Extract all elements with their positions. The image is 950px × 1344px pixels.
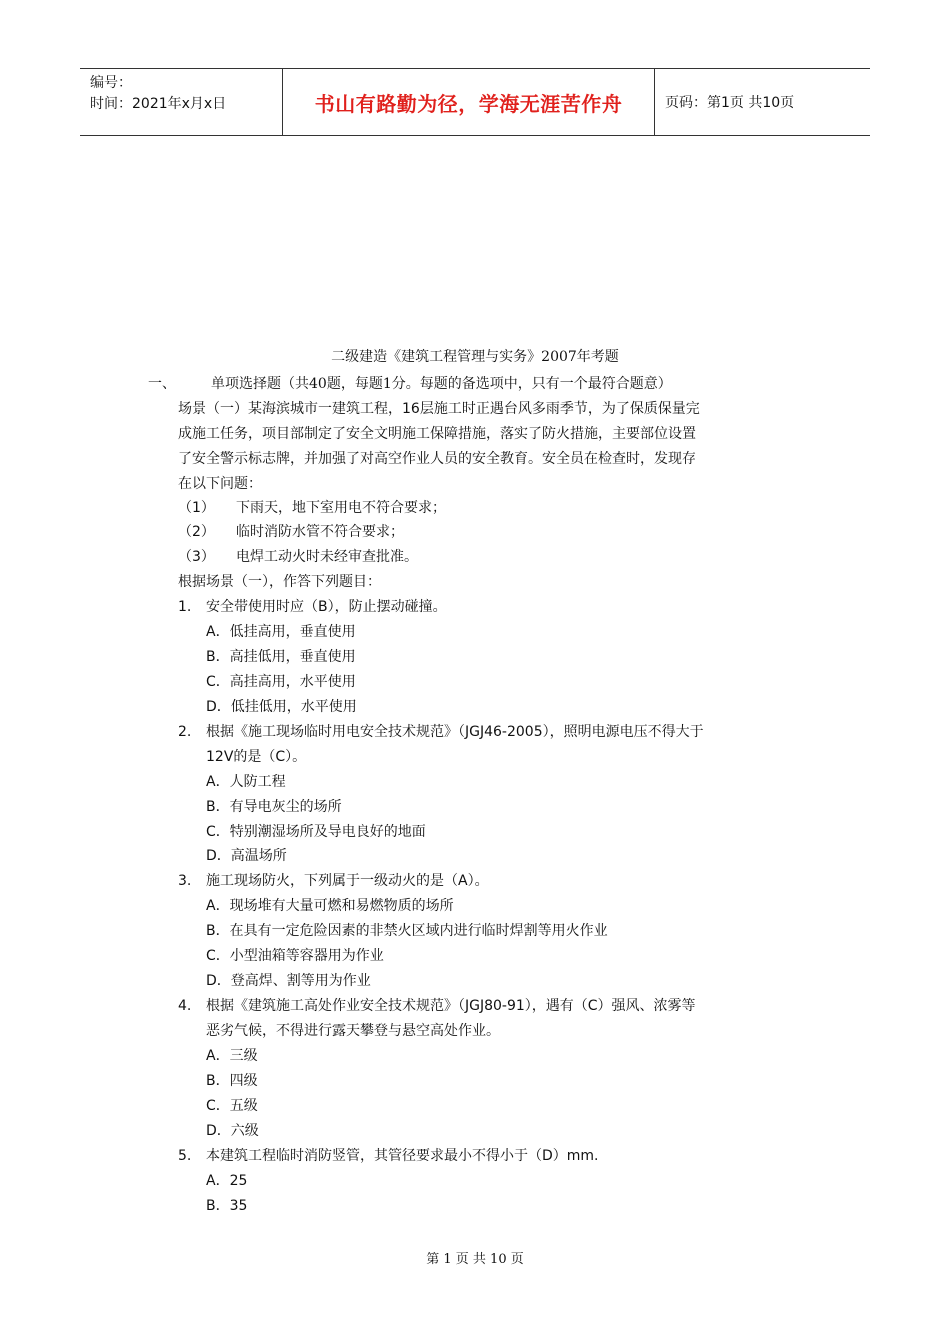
section-number: 一、 [148, 376, 176, 392]
answer-option: C．高挂高用，水平使用 [206, 674, 356, 690]
page-footer: 第 1 页 共 10 页 [426, 1252, 524, 1267]
question-text: 12V的是（C）。 [206, 749, 307, 765]
answer-option: B．四级 [206, 1073, 258, 1089]
question-number: 4. [178, 998, 192, 1014]
header-page-info: 页码：第1页 共10页 [665, 95, 795, 111]
header-meta-cell [80, 69, 282, 135]
question-text: 恶劣气候，不得进行露天攀登与悬空高处作业。 [206, 1023, 500, 1039]
question-number: 1. [178, 599, 192, 615]
scenario-text-line: 在以下问题： [178, 476, 262, 492]
question-text: 本建筑工程临时消防竖管，其管径要求最小不得小于（D）mm. [206, 1148, 599, 1164]
problem-text: 下雨天，地下室用电不符合要求； [236, 500, 446, 516]
answer-option: A．现场堆有大量可燃和易燃物质的场所 [206, 898, 454, 914]
answer-option: C．小型油箱等容器用为作业 [206, 948, 384, 964]
answer-option: C．五级 [206, 1098, 258, 1114]
scenario-text-line: 成施工任务，项目部制定了安全文明施工保障措施，落实了防火措施，主要部位设置 [178, 426, 696, 442]
problem-text: 临时消防水管不符合要求； [236, 524, 404, 540]
scenario-prompt: 根据场景（一），作答下列题目： [178, 574, 381, 590]
answer-option: D．六级 [206, 1123, 259, 1139]
question-text: 根据《建筑施工高处作业安全技术规范》（JGJ80-91），遇有（C）强风、浓雾等 [206, 998, 696, 1014]
document-header [80, 68, 870, 136]
time-label: 时间：2021年x月x日 [90, 96, 227, 112]
scenario-text-line: 了安全警示标志牌，并加强了对高空作业人员的安全教育。安全员在检查时，发现存 [178, 451, 696, 467]
header-motto: 书山有路勤为径，学海无涯苦作舟 [282, 69, 655, 135]
question-text: 根据《施工现场临时用电安全技术规范》（JGJ46-2005），照明电源电压不得大于 [206, 724, 704, 740]
question-number: 2. [178, 724, 192, 740]
answer-option: B．35 [206, 1198, 248, 1214]
answer-option: A．三级 [206, 1048, 258, 1064]
answer-option: A．25 [206, 1173, 248, 1189]
section-heading: 单项选择题（共40题，每题1分。每题的备选项中，只有一个最符合题意） [211, 376, 672, 392]
answer-option: A．低挂高用，垂直使用 [206, 624, 356, 640]
problem-text: 电焊工动火时未经审查批准。 [236, 549, 418, 565]
problem-number: （2） [178, 524, 215, 540]
question-text: 施工现场防火，下列属于一级动火的是（A）。 [206, 873, 489, 889]
answer-option: C．特别潮湿场所及导电良好的地面 [206, 824, 426, 840]
answer-option: D．登高焊、割等用为作业 [206, 973, 371, 989]
serial-label: 编号： [90, 75, 132, 91]
question-number: 3. [178, 873, 192, 889]
problem-number: （3） [178, 549, 215, 565]
answer-option: B．在具有一定危险因素的非禁火区域内进行临时焊割等用火作业 [206, 923, 608, 939]
answer-option: D．低挂低用，水平使用 [206, 699, 357, 715]
answer-option: A．人防工程 [206, 774, 286, 790]
problem-number: （1） [178, 500, 215, 516]
document-title: 二级建造《建筑工程管理与实务》2007年考题 [331, 349, 619, 365]
answer-option: B．有导电灰尘的场所 [206, 799, 342, 815]
question-number: 5. [178, 1148, 192, 1164]
answer-option: D．高温场所 [206, 848, 287, 864]
scenario-text-line: 场景（一）某海滨城市一建筑工程，16层施工时正遇台风多雨季节，为了保质保量完 [178, 401, 700, 417]
answer-option: B．高挂低用，垂直使用 [206, 649, 356, 665]
question-text: 安全带使用时应（B），防止摆动碰撞。 [206, 599, 447, 615]
